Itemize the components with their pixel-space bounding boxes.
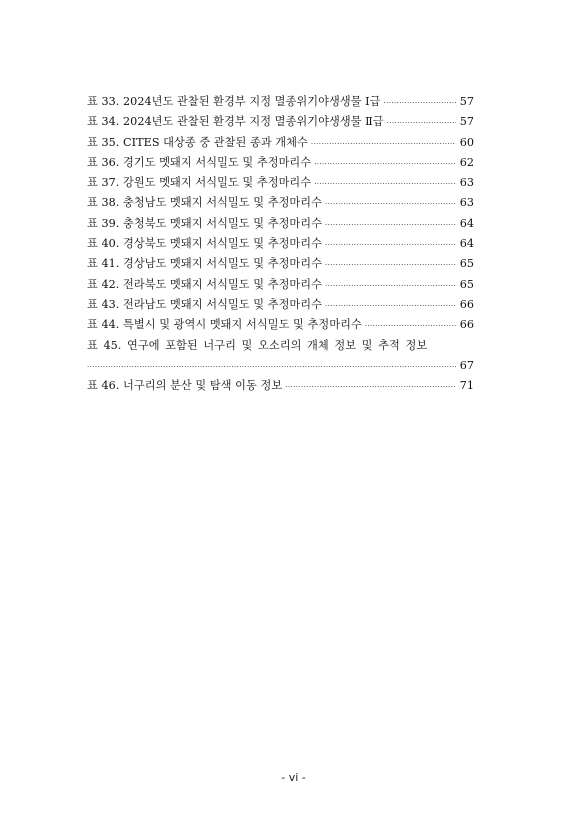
toc-entry-label: 표 34. 2024년도 관찰된 환경부 지정 멸종위기야생생물 Ⅱ급 <box>87 115 384 129</box>
toc-entry-41[interactable] <box>87 254 474 274</box>
toc-entry-44[interactable] <box>87 315 474 335</box>
dot-leader <box>314 174 456 194</box>
toc-entry-label: 표 40. 경상북도 멧돼지 서식밀도 및 추정마리수 <box>87 237 323 251</box>
table-of-tables <box>87 92 474 396</box>
dot-leader <box>325 235 456 255</box>
toc-entry-36[interactable] <box>87 153 474 173</box>
toc-entry-label: 표 37. 강원도 멧돼지 서식밀도 및 추정마리수 <box>87 176 312 190</box>
toc-entry-page: 71 <box>459 379 474 393</box>
toc-entry-label: 표 44. 특별시 및 광역시 멧돼지 서식밀도 및 추정마리수 <box>87 318 362 332</box>
toc-entry-page: 64 <box>459 216 474 230</box>
toc-entry-page: 63 <box>459 176 474 190</box>
toc-entry-page: 66 <box>459 318 474 332</box>
dot-leader <box>325 215 456 235</box>
toc-entry-label: 표 36. 경기도 멧돼지 서식밀도 및 추정마리수 <box>87 155 312 169</box>
dot-leader <box>365 316 456 336</box>
toc-entry-43[interactable] <box>87 295 474 315</box>
toc-entry-33[interactable] <box>87 92 474 112</box>
dot-leader <box>314 154 456 174</box>
toc-entry-page: 67 <box>459 358 474 372</box>
toc-entry-label: 표 41. 경상남도 멧돼지 서식밀도 및 추정마리수 <box>87 257 323 271</box>
toc-entry-page: 60 <box>459 135 474 149</box>
toc-entry-label: 표 35. CITES 대상종 중 관찰된 종과 개체수 <box>87 135 308 149</box>
dot-leader <box>325 255 456 275</box>
toc-entry-42[interactable] <box>87 275 474 295</box>
toc-entry-page: 65 <box>459 257 474 271</box>
toc-entry-label: 표 46. 너구리의 분산 및 탐색 이동 정보 <box>87 379 283 393</box>
toc-entry-40[interactable] <box>87 234 474 254</box>
dot-leader <box>325 194 456 214</box>
toc-entry-label: 표 39. 충청북도 멧돼지 서식밀도 및 추정마리수 <box>87 216 323 230</box>
toc-entry-38[interactable] <box>87 193 474 213</box>
toc-entry-page: 57 <box>459 95 474 108</box>
dot-leader <box>325 276 456 296</box>
dot-leader <box>325 296 456 316</box>
toc-entry-34[interactable] <box>87 112 474 132</box>
toc-entry-page: 64 <box>459 237 474 251</box>
toc-entry-46[interactable] <box>87 376 474 396</box>
toc-entry-35[interactable] <box>87 133 474 153</box>
dot-leader <box>383 93 455 113</box>
page-number: - vi - <box>281 771 306 784</box>
toc-entry-label: 표 42. 전라북도 멧돼지 서식밀도 및 추정마리수 <box>87 277 323 291</box>
dot-leader <box>311 134 456 154</box>
toc-entry-label: 표 45. 연구에 포함된 너구리 및 오소리의 개체 정보 및 추적 정보 <box>87 338 428 352</box>
toc-entry-37[interactable] <box>87 173 474 193</box>
toc-entry-label: 표 33. 2024년도 관찰된 환경부 지정 멸종위기야생생물 Ⅰ급 <box>87 95 381 108</box>
toc-entry-page: 63 <box>459 196 474 210</box>
toc-entry-label: 표 38. 충청남도 멧돼지 서식밀도 및 추정마리수 <box>87 196 323 210</box>
toc-entry-45-continuation[interactable] <box>87 356 474 376</box>
dot-leader <box>285 377 456 397</box>
toc-entry-page: 65 <box>459 277 474 291</box>
toc-entry-page: 62 <box>459 155 474 169</box>
toc-entry-page: 57 <box>459 115 474 129</box>
dot-leader <box>387 113 456 133</box>
toc-entry-label: 표 43. 전라남도 멧돼지 서식밀도 및 추정마리수 <box>87 297 323 311</box>
dot-leader <box>87 357 456 377</box>
toc-entry-45[interactable] <box>87 336 474 356</box>
toc-entry-page: 66 <box>459 297 474 311</box>
toc-entry-39[interactable] <box>87 214 474 234</box>
